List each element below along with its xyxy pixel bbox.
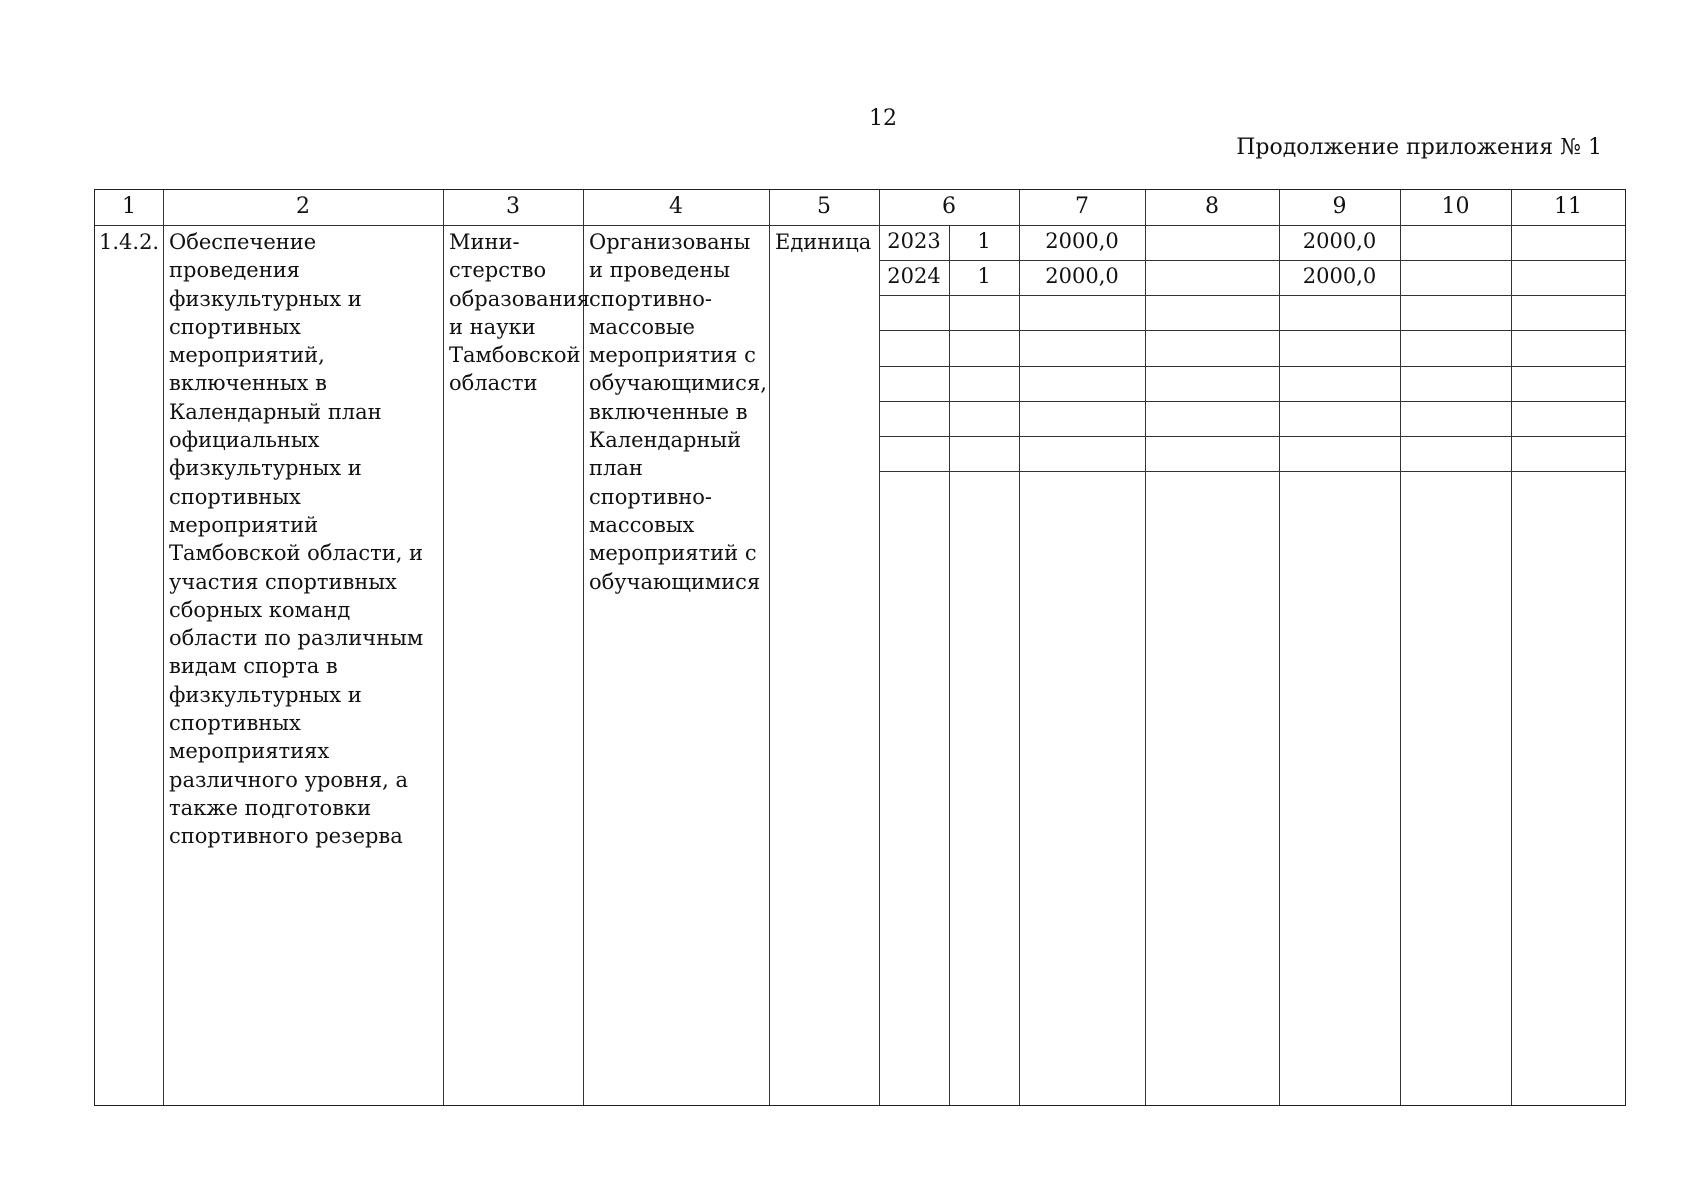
column-header: 9 <box>1332 194 1347 219</box>
column-divider <box>443 190 444 1105</box>
column-header: 10 <box>1441 194 1470 219</box>
amount-cell: 2000,0 <box>1302 264 1377 288</box>
column-divider <box>1400 190 1401 1105</box>
column-divider <box>1511 190 1512 1105</box>
column-divider <box>163 190 164 1105</box>
executor-cell: Мини-стерство образования и науки Тамбовской области <box>449 230 590 396</box>
column-header: 8 <box>1205 194 1219 219</box>
column-divider <box>879 190 880 1105</box>
value-cell: 1 <box>977 229 991 253</box>
result-cell: Организованы и проведены спортивно-массовые мероприятия с обучающимися, включенные в Календарный план спортивно-массовых мероприятий с обучающимися <box>589 230 767 594</box>
column-header: 11 <box>1554 194 1582 219</box>
page-number: 12 <box>869 106 897 131</box>
row-code: 1.4.2. <box>99 230 160 254</box>
row-divider <box>879 366 1625 367</box>
row-divider <box>879 436 1625 437</box>
row-divider <box>879 295 1625 296</box>
value-cell: 1 <box>977 264 991 288</box>
column-header: 5 <box>817 194 831 219</box>
amount-cell: 2000,0 <box>1045 229 1119 253</box>
column-divider <box>583 190 584 1105</box>
amount-cell: 2000,0 <box>1045 264 1119 288</box>
unit-cell: Единица <box>775 230 872 254</box>
column-divider <box>949 226 950 1105</box>
column-header: 7 <box>1075 194 1089 219</box>
column-divider <box>1145 190 1146 1105</box>
appendix-title: Продолжение приложения № 1 <box>1236 135 1602 160</box>
data-table <box>94 189 1626 1106</box>
row-divider <box>879 401 1625 402</box>
column-divider <box>1019 190 1020 1105</box>
column-divider <box>1279 190 1280 1105</box>
row-divider <box>879 471 1625 472</box>
column-header: 1 <box>122 194 136 219</box>
measure-description: Обеспечение проведения физкультурных и спортивных мероприятий, включенных в Календарный план официальных физкультурных и спортивных мероприятий Тамбовской области, и участия спортивных сборных команд области по различным видам спорта в физкультурных и спортивных мероприятиях различного уровня, а также подготовки спортивного резерва <box>169 230 424 849</box>
column-header: 6 <box>942 194 956 219</box>
column-header: 4 <box>669 194 683 219</box>
year-cell: 2023 <box>887 229 941 253</box>
row-divider <box>879 330 1625 331</box>
column-header: 3 <box>506 194 520 219</box>
year-cell: 2024 <box>887 264 941 288</box>
column-divider <box>769 190 770 1105</box>
column-header: 2 <box>296 194 310 219</box>
amount-cell: 2000,0 <box>1302 229 1377 253</box>
